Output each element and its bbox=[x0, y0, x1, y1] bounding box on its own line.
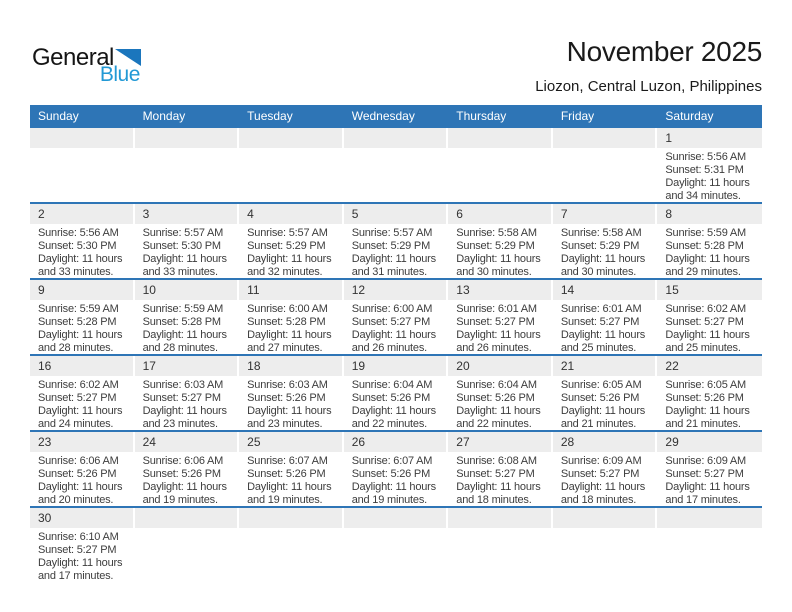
detail-line: Sunset: 5:26 PM bbox=[142, 468, 221, 480]
day-sun-details bbox=[553, 300, 658, 354]
calendar-day-cell bbox=[239, 356, 344, 430]
detail-line: and 30 minutes. bbox=[560, 266, 637, 278]
day-number-band: 25 bbox=[239, 432, 342, 452]
day-sun-details bbox=[344, 300, 449, 354]
calendar-empty-cell bbox=[553, 128, 658, 202]
calendar-week-row bbox=[30, 204, 762, 280]
detail-line: Sunrise: 6:01 AM bbox=[560, 303, 642, 315]
calendar-empty-cell bbox=[239, 128, 344, 202]
detail-line: Daylight: 11 hours bbox=[247, 481, 332, 493]
page-subtitle: Liozon, Central Luzon, Philippines bbox=[535, 78, 762, 95]
day-sun-details bbox=[657, 224, 762, 278]
detail-line: and 25 minutes. bbox=[560, 342, 637, 354]
calendar-empty-cell bbox=[553, 508, 658, 582]
calendar-empty-cell bbox=[344, 128, 449, 202]
detail-line: Sunrise: 5:58 AM bbox=[560, 227, 642, 239]
day-number-band: 24 bbox=[135, 432, 238, 452]
day-number-band bbox=[657, 508, 762, 528]
day-number-band bbox=[344, 508, 447, 528]
day-sun-details bbox=[135, 452, 240, 506]
detail-line: and 29 minutes. bbox=[665, 266, 741, 278]
calendar-empty-cell bbox=[135, 128, 240, 202]
day-number-band: 22 bbox=[657, 356, 762, 376]
detail-line: Sunset: 5:27 PM bbox=[38, 544, 117, 556]
detail-line: Daylight: 11 hours bbox=[142, 481, 227, 493]
calendar-day-cell bbox=[657, 432, 762, 506]
detail-line: and 17 minutes. bbox=[38, 570, 114, 582]
calendar-day-cell bbox=[448, 280, 553, 354]
calendar-week-row bbox=[30, 280, 762, 356]
detail-line: Daylight: 11 hours bbox=[560, 481, 646, 493]
detail-line: Sunrise: 6:08 AM bbox=[456, 455, 537, 467]
detail-line: Sunset: 5:30 PM bbox=[38, 240, 117, 252]
detail-line: Daylight: 11 hours bbox=[560, 405, 646, 417]
detail-line: Sunrise: 5:59 AM bbox=[665, 227, 746, 239]
day-number-band: 6 bbox=[448, 204, 551, 224]
detail-line: and 18 minutes. bbox=[456, 494, 532, 506]
day-number-band bbox=[344, 128, 447, 148]
detail-line: Sunrise: 5:58 AM bbox=[456, 227, 537, 239]
calendar-day-cell bbox=[657, 356, 762, 430]
calendar-day-cell bbox=[30, 508, 135, 582]
day-number-band: 10 bbox=[135, 280, 238, 300]
detail-line: Sunrise: 6:03 AM bbox=[142, 379, 224, 391]
detail-line: and 26 minutes. bbox=[351, 342, 427, 354]
day-sun-details bbox=[30, 224, 135, 278]
detail-line: Sunrise: 6:07 AM bbox=[351, 455, 433, 467]
detail-line: Sunrise: 6:04 AM bbox=[456, 379, 537, 391]
day-number-band bbox=[448, 508, 551, 528]
calendar-day-cell bbox=[553, 356, 658, 430]
detail-line: and 22 minutes. bbox=[351, 418, 427, 430]
day-sun-details bbox=[448, 224, 553, 278]
detail-line: Sunset: 5:31 PM bbox=[665, 164, 744, 176]
detail-line: Sunset: 5:28 PM bbox=[38, 316, 117, 328]
detail-line: and 33 minutes. bbox=[142, 266, 218, 278]
calendar-day-cell bbox=[657, 128, 762, 202]
day-sun-details bbox=[553, 224, 658, 278]
detail-line: and 32 minutes. bbox=[247, 266, 323, 278]
day-number-band: 2 bbox=[30, 204, 133, 224]
day-number-band: 28 bbox=[553, 432, 656, 452]
calendar-day-cell bbox=[657, 204, 762, 278]
detail-line: Daylight: 11 hours bbox=[247, 405, 332, 417]
title-block bbox=[535, 36, 762, 95]
day-sun-details bbox=[344, 376, 449, 430]
day-number-band: 12 bbox=[344, 280, 447, 300]
detail-line: Sunrise: 6:10 AM bbox=[38, 531, 119, 543]
detail-line: Sunset: 5:27 PM bbox=[456, 316, 535, 328]
detail-line: and 27 minutes. bbox=[247, 342, 323, 354]
calendar-day-cell bbox=[30, 204, 135, 278]
day-sun-details bbox=[657, 452, 762, 506]
calendar-day-cell bbox=[657, 280, 762, 354]
detail-line: Daylight: 11 hours bbox=[665, 177, 750, 189]
detail-line: Daylight: 11 hours bbox=[456, 481, 541, 493]
weekday-header-row bbox=[30, 105, 762, 128]
detail-line: Daylight: 11 hours bbox=[351, 253, 436, 265]
general-blue-logo bbox=[32, 46, 141, 87]
day-number-band: 13 bbox=[448, 280, 551, 300]
detail-line: Sunset: 5:27 PM bbox=[456, 468, 535, 480]
calendar-day-cell bbox=[344, 280, 449, 354]
calendar-empty-cell bbox=[30, 128, 135, 202]
day-sun-details bbox=[657, 300, 762, 354]
detail-line: Sunrise: 6:06 AM bbox=[38, 455, 119, 467]
calendar-empty-cell bbox=[239, 508, 344, 582]
detail-line: and 31 minutes. bbox=[351, 266, 427, 278]
day-sun-details bbox=[344, 452, 449, 506]
detail-line: Sunset: 5:28 PM bbox=[142, 316, 221, 328]
detail-line: Sunset: 5:26 PM bbox=[665, 392, 744, 404]
detail-line: Daylight: 11 hours bbox=[38, 557, 123, 569]
detail-line: Sunset: 5:26 PM bbox=[351, 392, 431, 404]
detail-line: Sunrise: 5:56 AM bbox=[38, 227, 119, 239]
day-sun-details bbox=[553, 376, 658, 430]
day-number-band bbox=[553, 508, 656, 528]
detail-line: Sunrise: 6:06 AM bbox=[142, 455, 224, 467]
day-number-band bbox=[553, 128, 656, 148]
weekday-header-friday: Friday bbox=[560, 109, 595, 123]
detail-line: Daylight: 11 hours bbox=[247, 329, 332, 341]
detail-line: and 21 minutes. bbox=[665, 418, 741, 430]
weekday-header-sunday: Sunday bbox=[38, 109, 79, 123]
day-number-band: 4 bbox=[239, 204, 342, 224]
day-number-band: 5 bbox=[344, 204, 447, 224]
calendar-day-cell bbox=[553, 204, 658, 278]
detail-line: Daylight: 11 hours bbox=[456, 329, 541, 341]
day-number-band: 17 bbox=[135, 356, 238, 376]
logo-text-blue: Blue bbox=[99, 63, 140, 86]
day-number-band: 18 bbox=[239, 356, 342, 376]
detail-line: Daylight: 11 hours bbox=[665, 481, 750, 493]
day-number-band: 30 bbox=[30, 508, 133, 528]
day-sun-details bbox=[30, 376, 135, 430]
day-number-band bbox=[239, 128, 342, 148]
day-number-band: 19 bbox=[344, 356, 447, 376]
detail-line: Daylight: 11 hours bbox=[665, 329, 750, 341]
calendar-day-cell bbox=[30, 280, 135, 354]
calendar-weeks bbox=[30, 128, 762, 582]
day-number-band: 14 bbox=[553, 280, 656, 300]
day-sun-details bbox=[657, 376, 762, 430]
detail-line: and 25 minutes. bbox=[665, 342, 741, 354]
detail-line: Sunset: 5:28 PM bbox=[247, 316, 326, 328]
detail-line: and 19 minutes. bbox=[142, 494, 218, 506]
day-sun-details bbox=[135, 300, 240, 354]
detail-line: Sunset: 5:29 PM bbox=[456, 240, 535, 252]
detail-line: Sunset: 5:29 PM bbox=[247, 240, 326, 252]
day-number-band: 20 bbox=[448, 356, 551, 376]
detail-line: Sunrise: 5:59 AM bbox=[142, 303, 224, 315]
detail-line: and 17 minutes. bbox=[665, 494, 741, 506]
weekday-header-saturday: Saturday bbox=[665, 109, 714, 123]
calendar-day-cell bbox=[448, 432, 553, 506]
calendar-day-cell bbox=[135, 280, 240, 354]
detail-line: and 28 minutes. bbox=[142, 342, 218, 354]
detail-line: Sunrise: 6:05 AM bbox=[665, 379, 746, 391]
detail-line: Daylight: 11 hours bbox=[38, 405, 123, 417]
day-sun-details bbox=[239, 300, 344, 354]
detail-line: Sunrise: 5:59 AM bbox=[38, 303, 119, 315]
detail-line: and 24 minutes. bbox=[38, 418, 114, 430]
day-sun-details bbox=[448, 376, 553, 430]
calendar-week-row bbox=[30, 356, 762, 432]
day-number-band: 11 bbox=[239, 280, 342, 300]
day-sun-details bbox=[30, 452, 135, 506]
calendar-day-cell bbox=[239, 432, 344, 506]
calendar-day-cell bbox=[135, 204, 240, 278]
logo-text-general: General bbox=[32, 44, 114, 71]
calendar-week-row bbox=[30, 508, 762, 582]
detail-line: Sunrise: 6:02 AM bbox=[38, 379, 119, 391]
day-sun-details bbox=[239, 224, 344, 278]
detail-line: Daylight: 11 hours bbox=[560, 253, 646, 265]
day-number-band: 21 bbox=[553, 356, 656, 376]
detail-line: Daylight: 11 hours bbox=[456, 405, 541, 417]
detail-line: Daylight: 11 hours bbox=[456, 253, 541, 265]
detail-line: Sunset: 5:26 PM bbox=[456, 392, 535, 404]
detail-line: Sunrise: 5:57 AM bbox=[351, 227, 433, 239]
day-number-band: 7 bbox=[553, 204, 656, 224]
detail-line: Sunset: 5:26 PM bbox=[247, 468, 326, 480]
detail-line: Daylight: 11 hours bbox=[560, 329, 646, 341]
detail-line: Sunset: 5:30 PM bbox=[142, 240, 221, 252]
calendar-day-cell bbox=[448, 356, 553, 430]
detail-line: Daylight: 11 hours bbox=[38, 329, 123, 341]
weekday-header-wednesday: Wednesday bbox=[351, 109, 415, 123]
detail-line: Daylight: 11 hours bbox=[38, 481, 123, 493]
page-title: November 2025 bbox=[566, 36, 762, 67]
day-number-band: 26 bbox=[344, 432, 447, 452]
detail-line: and 23 minutes. bbox=[142, 418, 218, 430]
day-sun-details bbox=[135, 224, 240, 278]
day-sun-details bbox=[448, 300, 553, 354]
detail-line: and 30 minutes. bbox=[456, 266, 532, 278]
detail-line: and 19 minutes. bbox=[351, 494, 427, 506]
detail-line: Sunrise: 6:05 AM bbox=[560, 379, 642, 391]
detail-line: Sunrise: 5:56 AM bbox=[665, 151, 746, 163]
weekday-header-monday: Monday bbox=[142, 109, 186, 123]
day-number-band: 23 bbox=[30, 432, 133, 452]
calendar-day-cell bbox=[239, 204, 344, 278]
detail-line: and 19 minutes. bbox=[247, 494, 323, 506]
detail-line: and 18 minutes. bbox=[560, 494, 637, 506]
detail-line: Sunset: 5:27 PM bbox=[38, 392, 117, 404]
day-number-band bbox=[135, 128, 238, 148]
calendar-empty-cell bbox=[448, 128, 553, 202]
calendar-week-row bbox=[30, 432, 762, 508]
day-number-band bbox=[135, 508, 238, 528]
detail-line: Sunset: 5:27 PM bbox=[560, 316, 640, 328]
detail-line: and 21 minutes. bbox=[560, 418, 637, 430]
day-number-band bbox=[239, 508, 342, 528]
detail-line: and 33 minutes. bbox=[38, 266, 114, 278]
calendar-day-cell bbox=[553, 280, 658, 354]
detail-line: Sunset: 5:29 PM bbox=[351, 240, 431, 252]
detail-line: and 22 minutes. bbox=[456, 418, 532, 430]
day-number-band: 29 bbox=[657, 432, 762, 452]
detail-line: Sunrise: 6:02 AM bbox=[665, 303, 746, 315]
calendar-week-row bbox=[30, 128, 762, 204]
detail-line: Sunset: 5:27 PM bbox=[665, 468, 744, 480]
day-number-band bbox=[448, 128, 551, 148]
detail-line: Daylight: 11 hours bbox=[351, 329, 436, 341]
detail-line: Sunrise: 6:04 AM bbox=[351, 379, 433, 391]
day-number-band: 15 bbox=[657, 280, 762, 300]
detail-line: Sunset: 5:27 PM bbox=[351, 316, 431, 328]
day-sun-details bbox=[135, 376, 240, 430]
calendar-empty-cell bbox=[135, 508, 240, 582]
detail-line: and 20 minutes. bbox=[38, 494, 114, 506]
detail-line: Sunrise: 6:09 AM bbox=[560, 455, 642, 467]
detail-line: Sunset: 5:27 PM bbox=[560, 468, 640, 480]
calendar-table bbox=[30, 105, 762, 582]
day-sun-details bbox=[239, 452, 344, 506]
detail-line: Sunrise: 5:57 AM bbox=[142, 227, 224, 239]
day-sun-details bbox=[657, 148, 762, 202]
detail-line: Daylight: 11 hours bbox=[142, 329, 227, 341]
detail-line: Daylight: 11 hours bbox=[142, 405, 227, 417]
day-sun-details bbox=[344, 224, 449, 278]
detail-line: Sunrise: 6:07 AM bbox=[247, 455, 328, 467]
detail-line: Daylight: 11 hours bbox=[351, 481, 436, 493]
weekday-header-thursday: Thursday bbox=[456, 109, 507, 123]
day-sun-details bbox=[239, 376, 344, 430]
detail-line: Daylight: 11 hours bbox=[247, 253, 332, 265]
detail-line: Sunrise: 6:00 AM bbox=[351, 303, 433, 315]
detail-line: Daylight: 11 hours bbox=[38, 253, 123, 265]
detail-line: Sunrise: 6:01 AM bbox=[456, 303, 537, 315]
detail-line: Sunrise: 5:57 AM bbox=[247, 227, 328, 239]
day-sun-details bbox=[448, 452, 553, 506]
detail-line: Daylight: 11 hours bbox=[351, 405, 436, 417]
detail-line: Daylight: 11 hours bbox=[665, 405, 750, 417]
detail-line: Daylight: 11 hours bbox=[142, 253, 227, 265]
day-sun-details bbox=[30, 528, 135, 582]
calendar-day-cell bbox=[448, 204, 553, 278]
day-sun-details bbox=[30, 300, 135, 354]
detail-line: Sunset: 5:29 PM bbox=[560, 240, 640, 252]
detail-line: Sunset: 5:26 PM bbox=[560, 392, 640, 404]
detail-line: Sunrise: 6:03 AM bbox=[247, 379, 328, 391]
calendar-empty-cell bbox=[448, 508, 553, 582]
calendar-day-cell bbox=[553, 432, 658, 506]
detail-line: and 26 minutes. bbox=[456, 342, 532, 354]
day-number-band bbox=[30, 128, 133, 148]
calendar-empty-cell bbox=[657, 508, 762, 582]
calendar-day-cell bbox=[135, 356, 240, 430]
detail-line: Sunset: 5:27 PM bbox=[142, 392, 221, 404]
calendar-day-cell bbox=[344, 204, 449, 278]
day-number-band: 9 bbox=[30, 280, 133, 300]
day-number-band: 8 bbox=[657, 204, 762, 224]
day-number-band: 3 bbox=[135, 204, 238, 224]
calendar-empty-cell bbox=[344, 508, 449, 582]
detail-line: and 28 minutes. bbox=[38, 342, 114, 354]
detail-line: Sunset: 5:26 PM bbox=[351, 468, 431, 480]
calendar-day-cell bbox=[30, 356, 135, 430]
detail-line: Daylight: 11 hours bbox=[665, 253, 750, 265]
detail-line: Sunset: 5:28 PM bbox=[665, 240, 744, 252]
calendar-day-cell bbox=[135, 432, 240, 506]
calendar-day-cell bbox=[344, 356, 449, 430]
day-number-band: 27 bbox=[448, 432, 551, 452]
calendar-day-cell bbox=[30, 432, 135, 506]
detail-line: Sunset: 5:26 PM bbox=[38, 468, 117, 480]
detail-line: Sunrise: 6:09 AM bbox=[665, 455, 746, 467]
detail-line: Sunset: 5:27 PM bbox=[665, 316, 744, 328]
day-number-band: 1 bbox=[657, 128, 762, 148]
calendar-day-cell bbox=[344, 432, 449, 506]
detail-line: Sunset: 5:26 PM bbox=[247, 392, 326, 404]
day-number-band: 16 bbox=[30, 356, 133, 376]
detail-line: Sunrise: 6:00 AM bbox=[247, 303, 328, 315]
day-sun-details bbox=[553, 452, 658, 506]
detail-line: and 34 minutes. bbox=[665, 190, 741, 202]
calendar-day-cell bbox=[239, 280, 344, 354]
detail-line: and 23 minutes. bbox=[247, 418, 323, 430]
weekday-header-tuesday: Tuesday bbox=[247, 109, 293, 123]
